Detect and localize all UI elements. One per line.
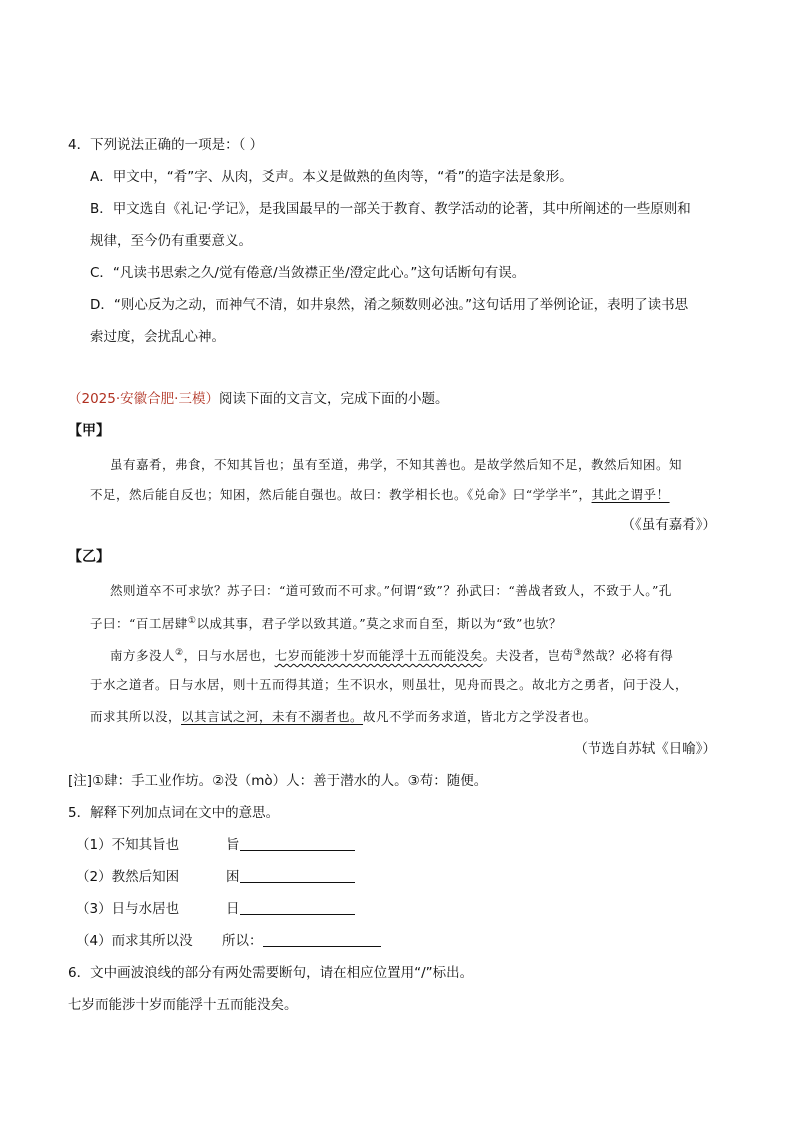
yi-line-5-pre: 而求其所以没，	[90, 709, 182, 724]
q5-item-4-label: （4）而求其所以没	[76, 933, 193, 949]
q6-sentence: 七岁而能涉十岁而能浮十五而能没矣。	[68, 997, 298, 1013]
q5-item-3	[76, 900, 355, 918]
footnote-marker-3: ③	[573, 648, 583, 658]
q5-item-3-label: （3）日与水居也	[76, 901, 180, 917]
q4-option-b-line1: B．甲文选自《礼记·学记》，是我国最早的一部关于教育、教学活动的论著，其中所阐述的一些原则和	[90, 201, 691, 217]
jia-line-2-text: 不足，然后能自反也；知困，然后能自强也。故曰：教学相长也。《兑命》曰“学学半”，	[90, 487, 592, 502]
source-tag: （2025·安徽合肥·三模）	[68, 391, 219, 407]
wavy-underlined-sentence: 七岁而能涉十岁而能浮十五而能没矣	[274, 648, 483, 664]
jia-underlined-sentence: 其此之谓乎！	[591, 487, 670, 502]
q4-option-d-line2: 索过度，会扰乱心神。	[90, 329, 225, 345]
yi-label: 【乙】	[68, 549, 110, 565]
yi-underlined-sentence: 以其言试之河，未有不溺者也。	[181, 709, 364, 724]
q6-stem: 6．文中画波浪线的部分有两处需要断句，请在相应位置用“/”标出。	[68, 965, 474, 981]
q5-item-3-answer-blank[interactable]	[240, 900, 355, 915]
q5-item-3-term: 日	[226, 901, 240, 917]
q5-item-1-label: （1）不知其旨也	[76, 837, 180, 853]
jia-label: 【甲】	[68, 423, 110, 439]
jia-line-1: 虽有嘉肴，弗食，不知其旨也；虽有至道，弗学，不知其善也。是故学然后知不足，教然后知困。知	[110, 457, 683, 472]
q5-item-1-term: 旨	[226, 837, 240, 853]
jia-line-2	[90, 486, 670, 504]
q5-item-1-answer-blank[interactable]	[240, 836, 355, 851]
footnote-marker-2: ②	[175, 648, 184, 658]
q4-stem: 4．下列说法正确的一项是：（ ）	[68, 137, 264, 153]
passage-header	[68, 390, 448, 408]
yi-line-3	[110, 644, 673, 665]
q5-item-4-answer-blank[interactable]	[263, 932, 381, 947]
yi-line-2	[90, 612, 562, 633]
q5-item-2-label: （2）教然后知困	[76, 869, 180, 885]
q5-item-2-answer-blank[interactable]	[240, 868, 355, 883]
jia-source: （《虽有嘉肴》）	[621, 517, 716, 533]
yi-line-2-pre: 子曰：“百工居肆	[90, 616, 188, 632]
q5-stem: 5．解释下列加点词在文中的意思。	[68, 805, 280, 821]
footnote-marker-1: ①	[187, 616, 197, 626]
q4-option-b-line2: 规律，至今仍有重要意义。	[90, 233, 252, 249]
footnote: [注]①肆：手工业作坊。②没（mò）人：善于潜水的人。③苟：随便。	[68, 773, 488, 789]
yi-line-4: 于水之道者。日与水居，则十五而得其道；生不识水，则虽壮，见舟而畏之。故北方之勇者，问于没人，	[90, 677, 689, 692]
q4-option-c: C．“凡读书思索之久/觉有倦意/当敛襟正坐/澄定此心。”这句话断句有误。	[90, 265, 526, 281]
yi-line-2-post: 以成其事，君子学以致其道。”莫之求而自至，斯以为“致”也欤？	[196, 616, 562, 632]
yi-line-3-mid: ，日与水居也，	[183, 648, 275, 664]
yi-line-3-end: 然哉？必将有得	[582, 648, 674, 664]
yi-line-3-pre: 南方多没人	[110, 648, 176, 664]
yi-line-3-post: 。夫没者，岂苟	[482, 648, 574, 664]
q5-item-4	[76, 932, 381, 950]
yi-line-1: 然则道卒不可求欤？苏子曰：“道可致而不可求。”何谓“致”？孙武曰：“善战者致人，不致于人。”孔	[110, 583, 672, 598]
q4-option-a: A．甲文中，“肴”字、从肉，爻声。本义是做熟的鱼肉等，“肴”的造字法是象形。	[90, 169, 573, 185]
q4-option-d-line1: D．“则心反为之动，而神气不清，如井泉然，淆之频数则必浊。”这句话用了举例论证，表明了读书思	[90, 297, 689, 313]
yi-line-5	[90, 708, 597, 726]
q5-item-1	[76, 836, 355, 854]
passage-intro: 阅读下面的文言文，完成下面的小题。	[218, 391, 449, 407]
q5-item-4-term: 所以：	[222, 933, 263, 949]
yi-line-5-post: 故凡不学而务求道，皆北方之学没者也。	[363, 709, 598, 724]
q5-item-2	[76, 868, 355, 886]
q5-item-2-term: 困	[226, 869, 240, 885]
yi-source: （节选自苏轼《日喻》）	[574, 741, 716, 757]
